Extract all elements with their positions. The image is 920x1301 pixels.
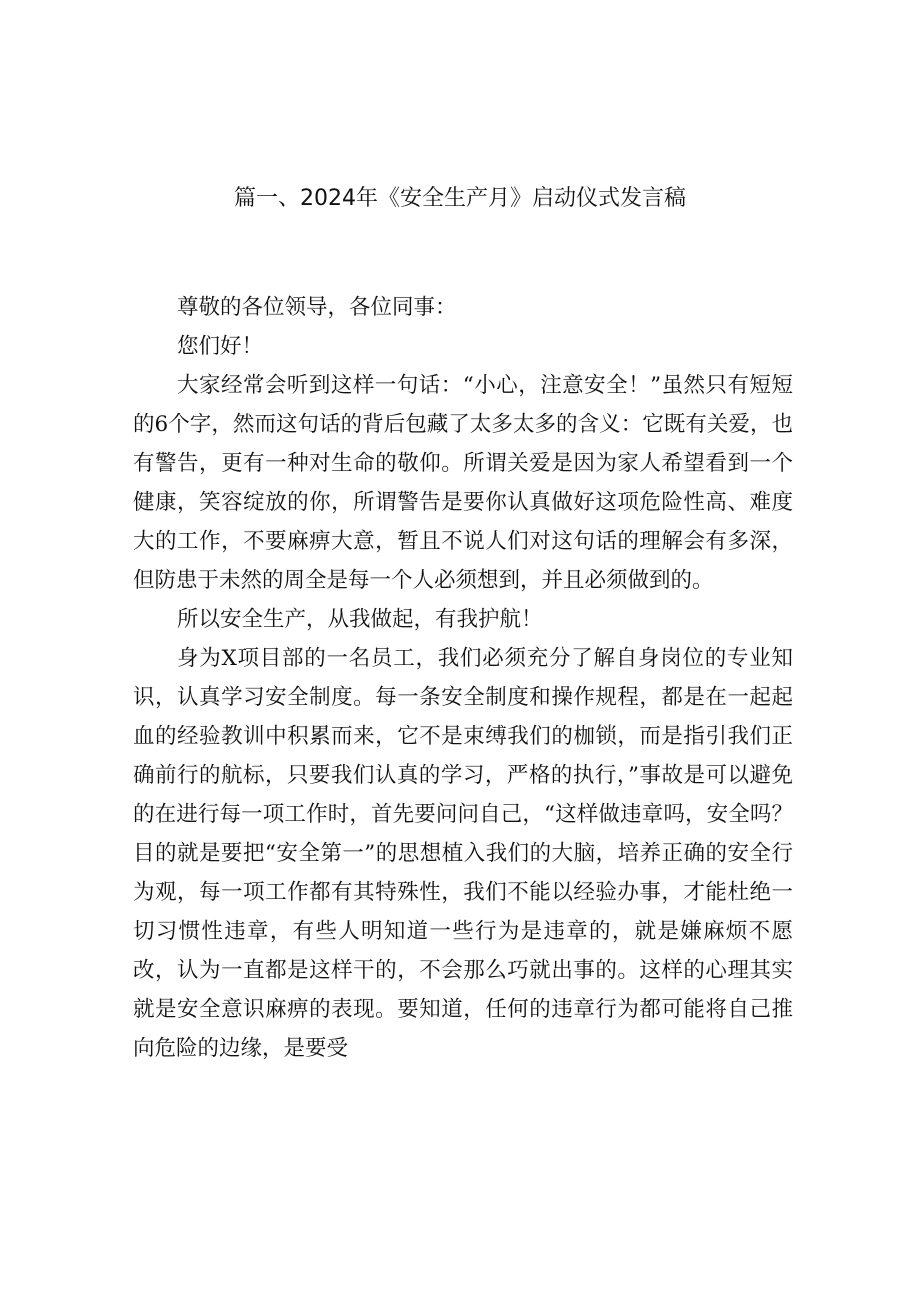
paragraph: 所以安全生产，从我做起，有我护航！: [177, 607, 543, 632]
paragraph: 身为X项目部的一名员工，我们必须充分了解自身岗位的专业知识，认真学习安全制度。每一条安全制度和操作规程，都是在一起起血的经验教训中积累而来，它不是束缚我们的枷锁，而是指引我们正确前行的航标，只要我们认真的学习，严格的执行，”事故是可以避免的在进行每一项工作时，首先要问问自己，“这样做违章吗，安全吗？目的就是要把“安全第一”的思想植入我们的大脑，培养正确的安全行为观，每一项工作都有其特殊性，我们不能以经验办事，才能杜绝一切习惯性违章，有些人明知道一些行为是违章的，就是嫌麻烦不愿改，认为一直都是这样干的，不会那么巧就出事的。这样的心理其实就是安全意识麻痹的表现。要知道，任何的违章行为都可能将自己推向危险的边缘，是要受: [133, 646, 793, 1061]
paragraph: 大家经常会听到这样一句话：“小心，注意安全！”虽然只有短短的6个字，然而这句话的背后包藏了太多太多的含义：它既有关爱，也有警告，更有一种对生命的敬仰。所谓关爱是因为家人希望看到一个健康，笑容绽放的你，所谓警告是要你认真做好这项危险性高、难度大的工作，不要麻痹大意，暂且不说人们对这句话的理解会有多深，但防患于未然的周全是每一个人必须想到，并且必须做到的。: [133, 373, 793, 593]
document-body: [133, 288, 793, 1068]
salutation: 尊敬的各位领导，各位同事：: [177, 295, 457, 320]
document-title: 篇一、2024年《安全生产月》启动仪式发言稿: [234, 186, 686, 211]
greeting: 您们好！: [177, 334, 264, 359]
